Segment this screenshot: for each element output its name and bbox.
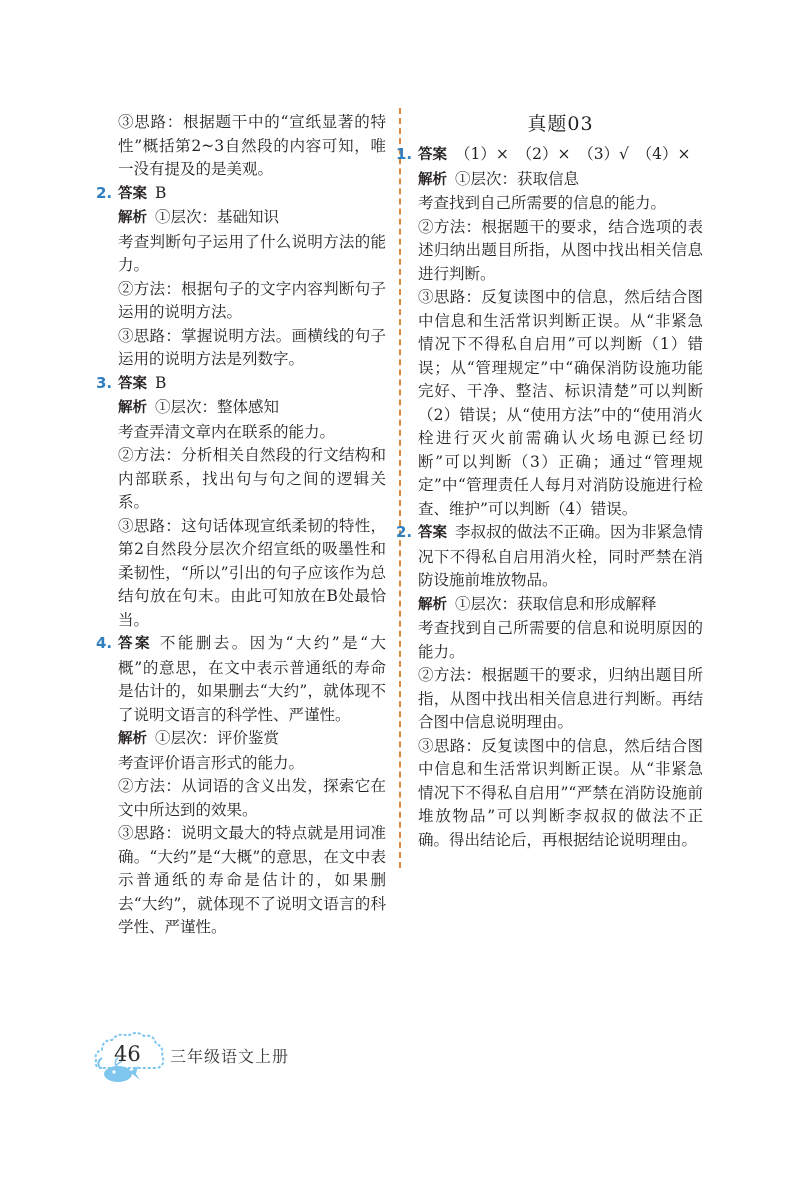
analysis-label: 解析 — [118, 210, 147, 226]
question-number: 1. — [396, 145, 413, 163]
analysis-label: 解析 — [418, 596, 447, 613]
analysis-line: ③思路：这句话体现宣纸柔韧的特性，第2自然段分层次介绍宣纸的吸墨性和柔韧性，“所以”引出的句子应该作为总结句放在句末。由此可知放在B处最恰当。 — [118, 516, 386, 629]
analysis-line: 考查找到自己所需要的信息和说明原因的能力。 — [418, 619, 703, 661]
answer-text: B — [155, 183, 167, 202]
question-2 — [96, 182, 386, 372]
answer-label: 答案 — [418, 525, 447, 541]
analysis-line: 考查评价语言形式的能力。 — [118, 753, 305, 772]
analysis-level: ①层次：获取信息 — [455, 169, 580, 188]
analysis-line: 考查弄清文章内在联系的能力。 — [118, 422, 336, 441]
analysis-line: ③思路：说明文最大的特点就是用词准确。“大约”是“大概”的意思，在文中表示普通纸的寿命是估计的，如果删去“大约”，就体现不了说明文语言的科学性、严谨性。 — [118, 824, 386, 936]
page-number: 46 — [114, 1042, 141, 1066]
answer-label: 答案 — [418, 147, 447, 163]
analysis-line: 考查找到自己所需要的信息的能力。 — [418, 194, 667, 212]
analysis-level: ①层次：整体感知 — [155, 398, 280, 416]
analysis-line: ②方法：分析相关自然段的行文结构和内部联系，找出句与句之间的逻辑关系。 — [118, 446, 386, 511]
analysis-line: ②方法：根据题干的要求，结合选项的表述归纳出题目所指，从图中找出相关信息进行判断。 — [418, 217, 703, 283]
analysis-line: ②方法：根据题干的要求，归纳出题目所指，从图中找出相关信息进行判断。再结合图中信息说明理由。 — [418, 666, 703, 731]
analysis-line: ③思路：掌握说明方法。画横线的句子运用的说明方法是列数字。 — [118, 326, 386, 368]
question-number: 3. — [96, 373, 113, 392]
right-column — [396, 111, 704, 852]
answer-label: 答案 — [118, 185, 147, 202]
analysis-level: ①层次：评价鉴赏 — [155, 729, 280, 747]
analysis-line: ③思路：反复读图中的信息，然后结合图中信息和生活常识判断正误。从“非紧急情况下不得私自启用”可以判断（1）错误；从“管理规定”中“确保消防设施功能完好、干净、整洁、标识清楚”可以判断（2）错误；从“使用方法”中的“使用消火栓进行灭火前需确认火场电源已经切断”可以判断（3）正确；通过“管理规定”中“管理责任人每月对消防设施进行检查、维护”可以判断（4）错误。 — [418, 288, 703, 518]
question-1 — [396, 143, 703, 521]
left-column — [96, 111, 387, 940]
answer-label: 答案 — [118, 375, 147, 392]
analysis-line: ②方法：从词语的含义出发，探索它在文中所达到的效果。 — [118, 777, 386, 819]
analysis-label: 解析 — [118, 400, 147, 416]
answer-text: 不能删去。因为“大约”是“大概”的意思，在文中表示普通纸的寿命是估计的，如果删去“大约”，就体现不了说明文语言的科学性、严谨性。 — [118, 634, 387, 724]
analysis-label: 解析 — [118, 731, 147, 747]
answer-text: 李叔叔的做法不正确。因为非紧急情况下不得私自启用消火栓，同时严禁在消防设施前堆放物品。 — [418, 523, 704, 589]
section-title: 真题03 — [527, 113, 594, 135]
q1-thinking-tail: ③思路：根据题干中的“宣纸显著的特性”概括第2~3自然段的内容可知，唯一没有提及的是美观。 — [118, 113, 386, 178]
question-number: 2. — [396, 523, 413, 541]
analysis-level: ①层次：基础知识 — [155, 208, 280, 226]
analysis-line: ②方法：根据句子的文字内容判断句子运用的说明方法。 — [118, 279, 386, 321]
page-footer — [92, 1028, 352, 1088]
answer-text: （1）× （2）× （3）√ （4）× — [455, 145, 691, 163]
column-divider — [399, 108, 401, 868]
analysis-level: ①层次：获取信息和形成解释 — [455, 594, 657, 613]
analysis-line: 考查判断句子运用了什么说明方法的能力。 — [118, 232, 386, 274]
question-3 — [96, 372, 386, 633]
analysis-label: 解析 — [418, 171, 447, 188]
question-number: 4. — [96, 634, 113, 652]
answer-text: B — [155, 373, 167, 392]
answer-label: 答案 — [118, 636, 152, 652]
question-2 — [396, 521, 704, 852]
analysis-line: ③思路：反复读图中的信息，然后结合图中信息和生活常识判断正误。从“非紧急情况下不得私自启用”“严禁在消防设施前堆放物品”可以判断李叔叔的做法不正确。得出结论后，再根据结论说明理由。 — [418, 736, 703, 849]
question-number: 2. — [96, 183, 113, 202]
question-4 — [96, 632, 387, 940]
book-title: 三年级语文上册 — [170, 1047, 290, 1066]
